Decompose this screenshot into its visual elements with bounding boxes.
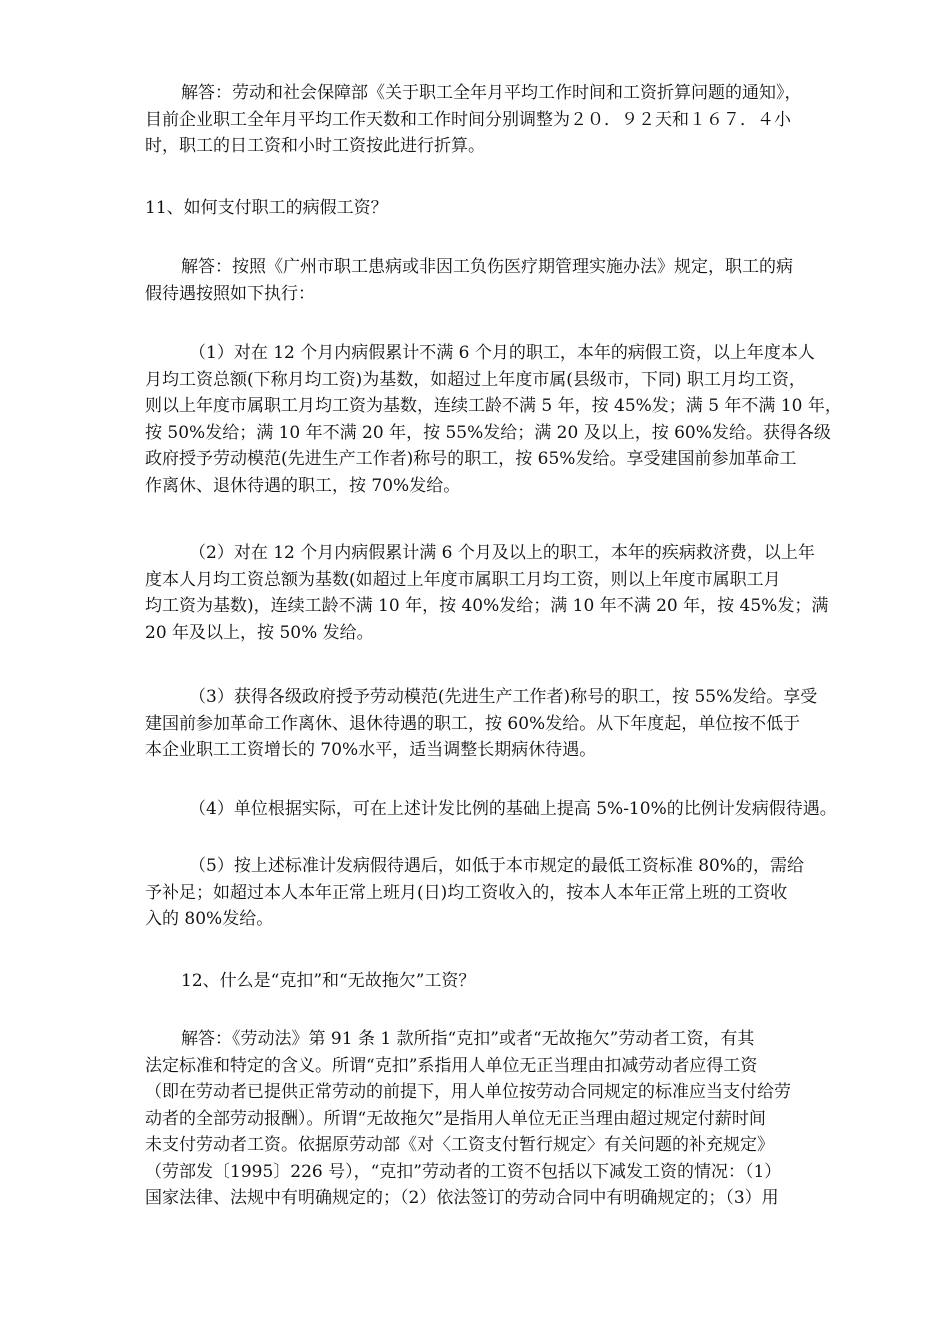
paragraph-answer-11-item-5 — [145, 853, 890, 933]
text-line: 目前企业职工全年月平均工作天数和工作时间分别调整为２０．９２天和１６７．４小 — [145, 109, 791, 130]
text-line: （4）单位根据实际，可在上述计发比例的基础上提高 5%-10%的比例计发病假待遇。 — [189, 799, 837, 819]
text-line: 动者的全部劳动报酬）。所谓“无故拖欠”是指用人单位无正当理由超过规定付薪时间 — [145, 1108, 766, 1129]
text-line: 政府授予劳动模范(先进生产工作者)称号的职工，按 65%发给。享受建国前参加革命工 — [145, 449, 797, 469]
paragraph-answer-work-time — [145, 80, 890, 160]
paragraph-answer-11-item-4 — [145, 796, 890, 823]
text-line: （2）对在 12 个月内病假累计满 6 个月及以上的职工，本年的疾病救济费，以上年 — [189, 543, 815, 563]
text-line: 解答：《劳动法》第 91 条 1 款所指“克扣”或者“无故拖欠”劳动者工资，有其 — [181, 1029, 755, 1049]
text-line: 时，职工的日工资和小时工资按此进行折算。 — [145, 136, 485, 156]
question-11-heading — [145, 195, 890, 222]
text-line: 11、如何支付职工的病假工资？ — [145, 198, 388, 218]
text-line: 予补足；如超过本人本年正常上班月(日)均工资收入的，按本人本年正常上班的工资收 — [145, 882, 788, 903]
question-12-heading — [145, 968, 890, 995]
text-line: 法定标准和特定的含义。所谓“克扣”系指用人单位无正当理由扣减劳动者应得工资 — [145, 1055, 758, 1076]
text-line: 解答：按照《广州市职工患病或非因工负伤医疗期管理实施办法》规定，职工的病 — [181, 257, 793, 277]
text-line: 按 50%发给；满 10 年不满 20 年，按 55%发给；满 20 及以上，按 60%发给。获得各级 — [145, 422, 831, 443]
text-line: 解答：劳动和社会保障部《关于职工全年月平均工作时间和工资折算问题的通知》， — [181, 83, 802, 103]
text-line: 未支付劳动者工资。依据原劳动部《对〈工资支付暂行规定〉有关问题的补充规定》 — [145, 1135, 774, 1155]
text-line: 建国前参加革命工作离休、退休待遇的职工，按 60%发给。从下年度起，单位按不低于 — [145, 713, 801, 734]
text-line: 20 年及以上，按 50% 发给。 — [145, 622, 374, 643]
text-line: （3）获得各级政府授予劳动模范(先进生产工作者)称号的职工，按 55%发给。享受 — [189, 687, 818, 707]
paragraph-answer-11-item-1 — [145, 340, 890, 499]
text-line: 12、什么是“克扣”和“无故拖欠”工资？ — [181, 971, 476, 991]
text-line: （即在劳动者已提供正常劳动的前提下，用人单位按劳动合同规定的标准应当支付给劳 — [145, 1082, 791, 1102]
paragraph-answer-11-intro — [145, 254, 890, 307]
text-line: 均工资为基数)，连续工龄不满 10 年，按 40%发给；满 10 年不满 20 年，按 45%发；满 — [145, 596, 829, 616]
text-line: （1）对在 12 个月内病假累计不满 6 个月的职工，本年的病假工资，以上年度本人 — [189, 343, 815, 363]
text-line: 假待遇按照如下执行： — [145, 283, 315, 304]
text-line: （劳部发〔1995〕226 号），“克扣”劳动者的工资不包括以下减发工资的情况：（1） — [145, 1161, 782, 1182]
text-line: 则以上年度市属职工月均工资为基数，连续工龄不满 5 年，按 45%发；满 5 年不满 10 年， — [145, 396, 842, 416]
text-line: （5）按上述标准计发病假待遇后，如低于本市规定的最低工资标准 80%的，需给 — [189, 856, 805, 876]
text-line: 本企业职工工资增长的 70%水平，适当调整长期病休待遇。 — [145, 740, 597, 760]
paragraph-answer-11-item-3 — [145, 684, 890, 764]
paragraph-answer-12 — [145, 1026, 890, 1212]
text-line: 度本人月均工资总额为基数(如超过上年度市属职工月均工资，则以上年度市属职工月 — [145, 569, 781, 590]
text-line: 月均工资总额(下称月均工资)为基数，如超过上年度市属(县级市，下同) 职工月均工资， — [145, 369, 806, 390]
text-line: 入的 80%发给。 — [145, 909, 274, 929]
paragraph-answer-11-item-2 — [145, 540, 890, 646]
text-line: 作离休、退休待遇的职工，按 70%发给。 — [145, 475, 461, 496]
text-line: 国家法律、法规中有明确规定的；（2）依法签订的劳动合同中有明确规定的；（3）用 — [145, 1188, 779, 1208]
